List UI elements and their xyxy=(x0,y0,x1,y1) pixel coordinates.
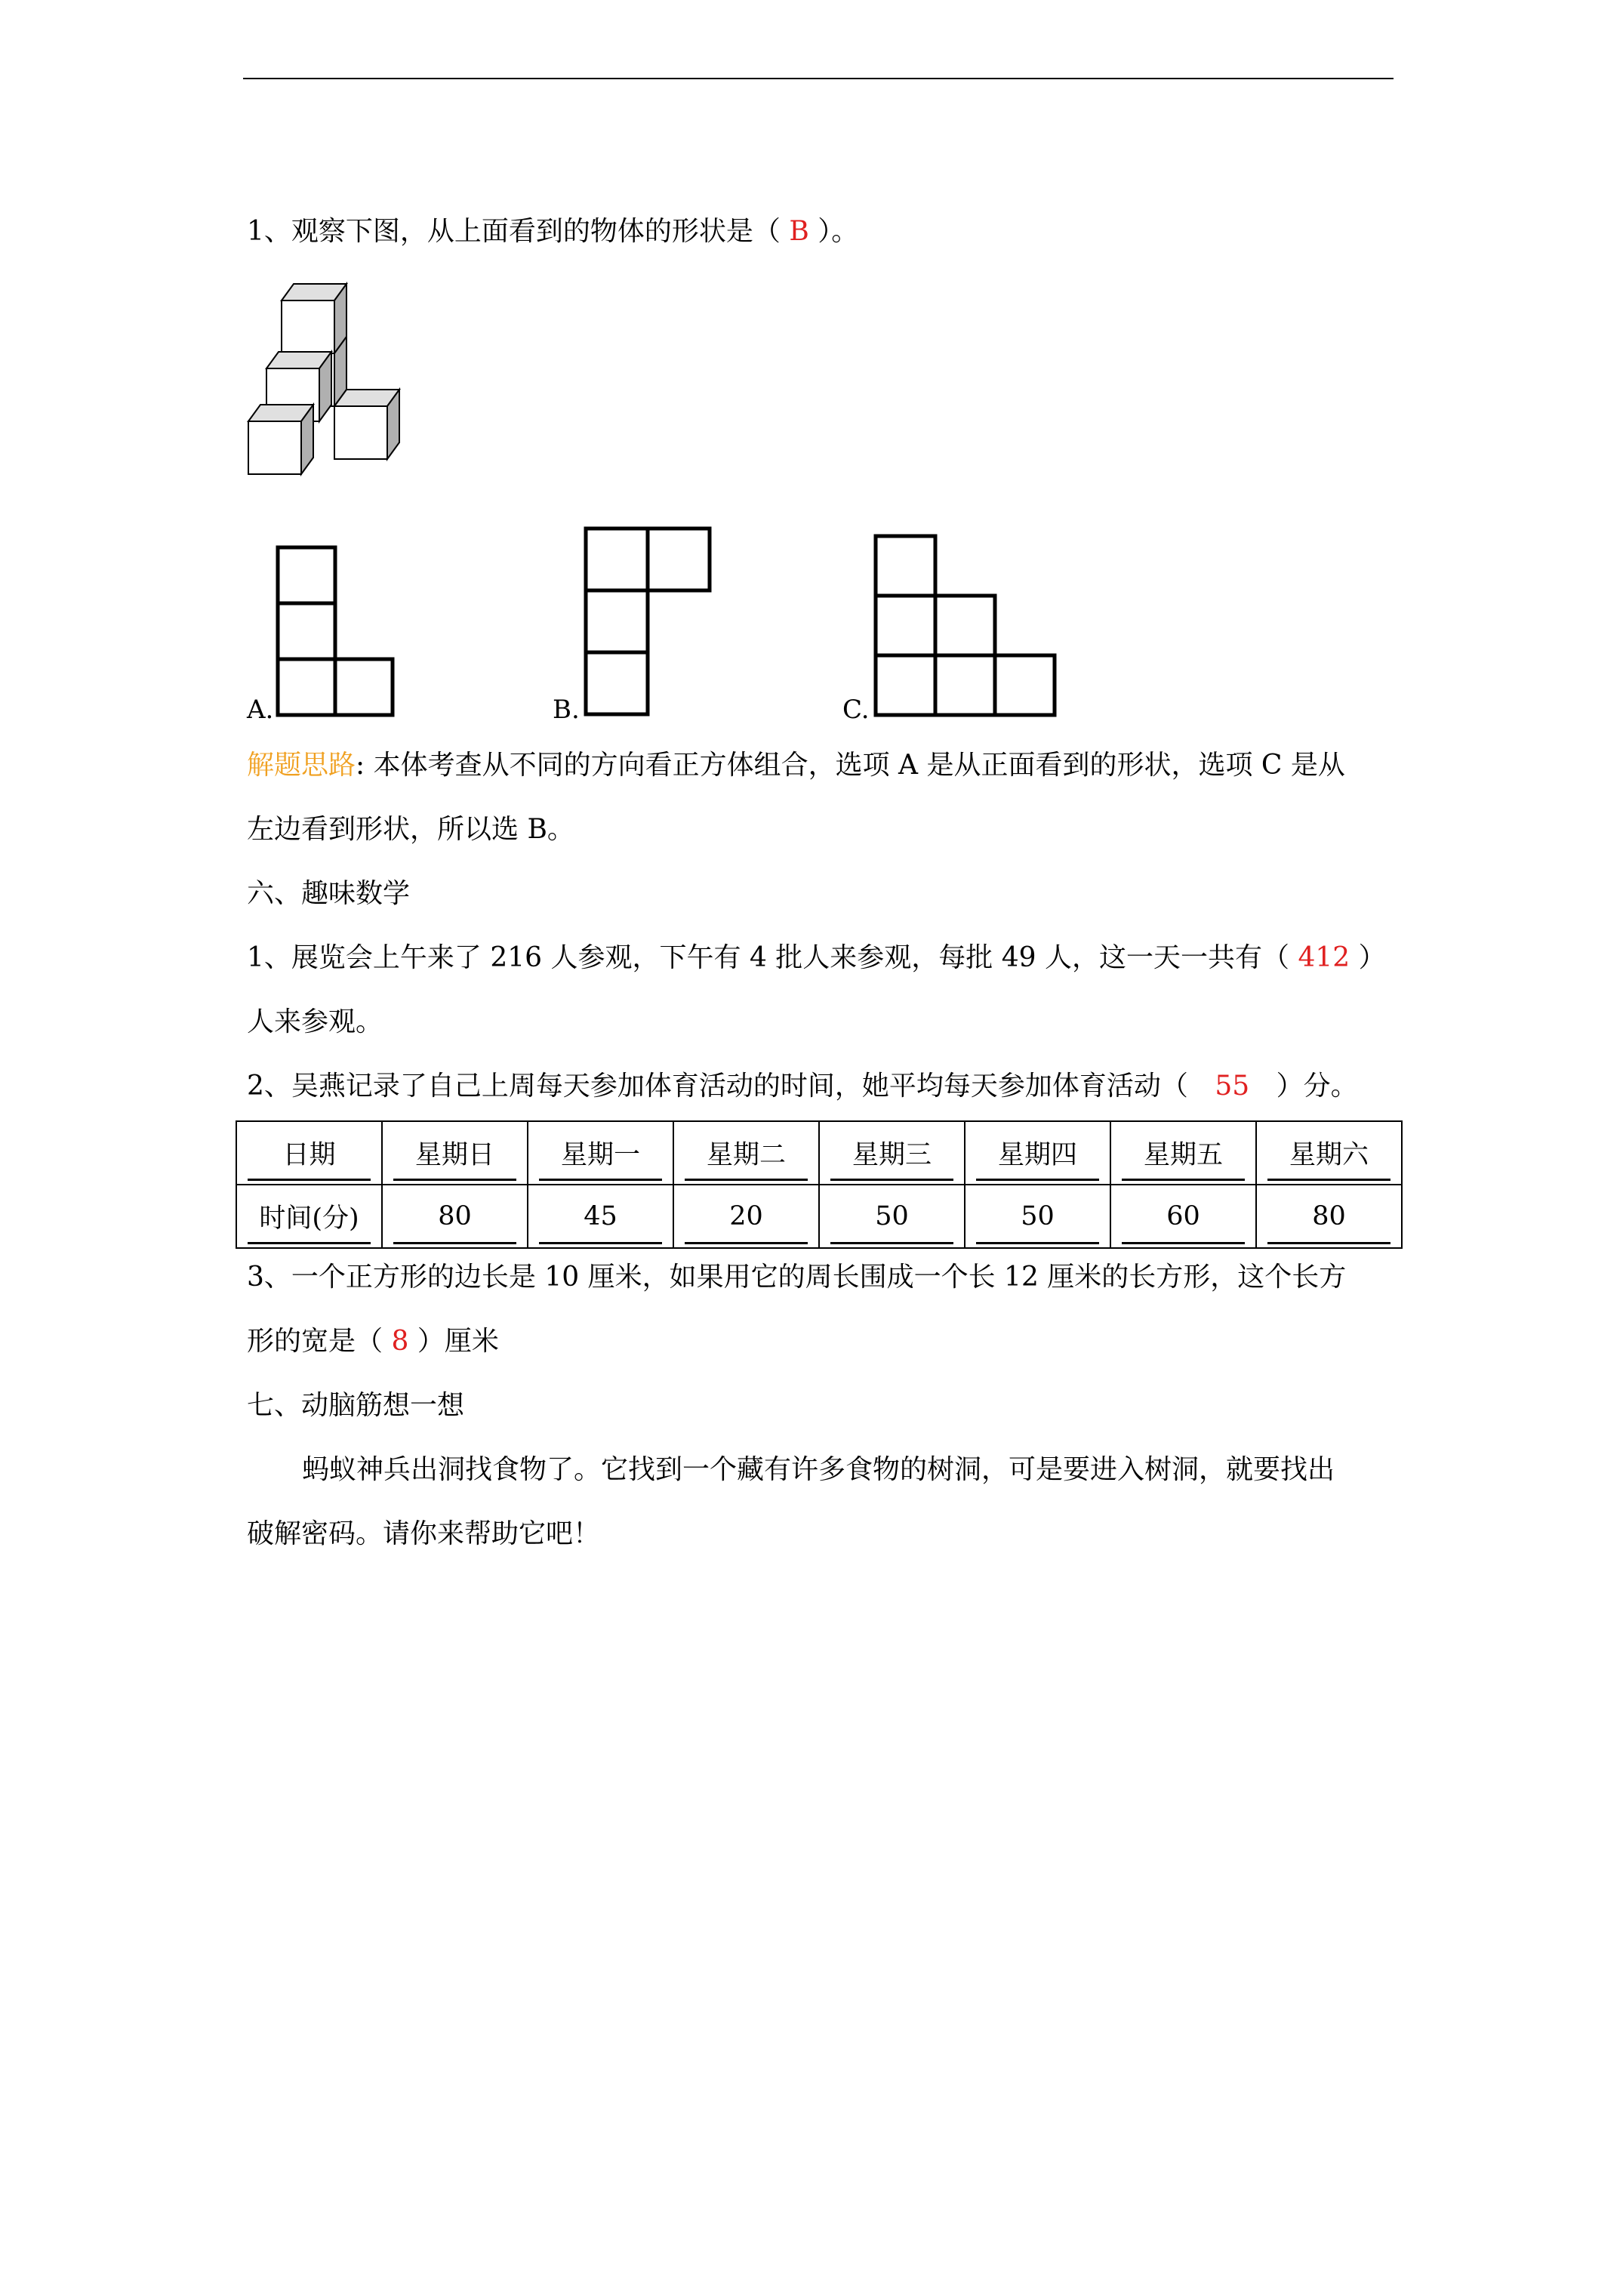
table-header-cell: 星期二 xyxy=(673,1121,819,1185)
table-header-row xyxy=(236,1121,1402,1185)
table-header-cell: 星期五 xyxy=(1110,1121,1256,1185)
q1-prefix: 1、观察下图，从上面看到的物体的形状是（ xyxy=(247,216,781,247)
activity-table xyxy=(236,1120,1403,1249)
cube-stack-figure xyxy=(245,279,411,498)
option-b-shape xyxy=(584,526,712,719)
p2-answer: 55 xyxy=(1215,1071,1250,1102)
q1-answer: B xyxy=(789,216,809,247)
table-cell: 50 xyxy=(819,1185,965,1248)
p2-prefix: 2、吴燕记录了自己上周每天参加体育活动的时间，她平均每天参加体育活动（ xyxy=(247,1071,1188,1102)
table-cell: 80 xyxy=(382,1185,528,1248)
section6-title: 六、趣味数学 xyxy=(247,878,411,909)
table-header-cell: 星期六 xyxy=(1256,1121,1402,1185)
hint-line-1 xyxy=(247,749,1345,782)
p3-answer: 8 xyxy=(391,1326,409,1357)
table-cell: 20 xyxy=(673,1185,819,1248)
p1-answer: 412 xyxy=(1298,942,1350,973)
table-cell: 80 xyxy=(1256,1185,1402,1248)
p2-line xyxy=(247,1070,1358,1103)
p3-line-2 xyxy=(247,1325,499,1358)
option-c-label: C. xyxy=(842,695,870,725)
option-b-label: B. xyxy=(553,695,580,725)
table-row-label: 时间(分) xyxy=(236,1185,382,1248)
option-a-shape xyxy=(276,545,396,719)
table-header-cell: 星期四 xyxy=(965,1121,1110,1185)
p3-suffix: ）厘米 xyxy=(417,1326,499,1357)
table-header-cell: 日期 xyxy=(236,1121,382,1185)
option-c-shape xyxy=(873,534,1058,719)
p2-suffix: ）分。 xyxy=(1276,1071,1358,1102)
p3-prefix: 形的宽是（ xyxy=(247,1326,383,1357)
table-header-cell: 星期日 xyxy=(382,1121,528,1185)
q1-text xyxy=(247,215,858,248)
p1-prefix: 1、展览会上午来了 216 人参观，下午有 4 批人来参观，每批 49 人，这一天一共有（ xyxy=(247,942,1289,973)
section7-line-1: 蚂蚁神兵出洞找食物了。它找到一个藏有许多食物的树洞，可是要进入树洞，就要找出 xyxy=(302,1454,1335,1485)
p1-line-1 xyxy=(247,942,1386,975)
hint-text-1: : 本体考查从不同的方向看正方体组合，选项 A 是从正面看到的形状，选项 C 是从 xyxy=(356,750,1345,781)
table-cell: 50 xyxy=(965,1185,1110,1248)
table-cell: 60 xyxy=(1110,1185,1256,1248)
section7-line-2: 破解密码。请你来帮助它吧！ xyxy=(247,1518,601,1549)
header-rule xyxy=(243,78,1394,79)
p1-suffix: ） xyxy=(1358,942,1386,973)
hint-text-2: 左边看到形状，所以选 B。 xyxy=(247,814,574,845)
option-a-label: A. xyxy=(247,695,274,725)
table-cell: 45 xyxy=(528,1185,673,1248)
q1-suffix: ）。 xyxy=(818,216,859,247)
section7-title: 七、动脑筋想一想 xyxy=(247,1390,465,1421)
p3-line-1: 3、一个正方形的边长是 10 厘米，如果用它的周长围成一个长 12 厘米的长方形，这个长方 xyxy=(247,1262,1347,1293)
table-header-cell: 星期三 xyxy=(819,1121,965,1185)
p1-line-2: 人来参观。 xyxy=(247,1006,383,1037)
table-row xyxy=(236,1185,1402,1248)
table-header-cell: 星期一 xyxy=(528,1121,673,1185)
hint-label: 解题思路 xyxy=(247,750,356,781)
